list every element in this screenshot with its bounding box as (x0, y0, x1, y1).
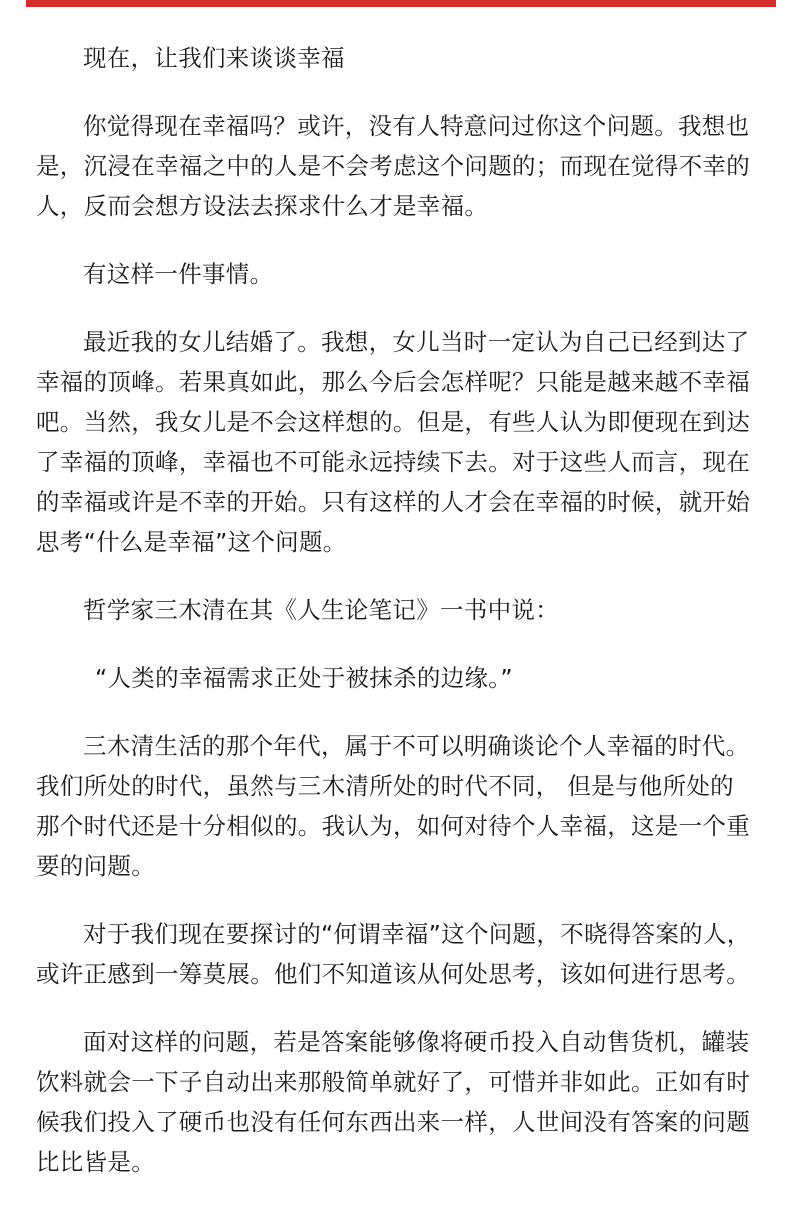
paragraph: 三木清生活的那个年代，属于不可以明确谈论个人幸福的时代。我们所处的时代，虽然与三木清所处的时代不同， 但是与他所处的那个时代还是十分相似的。我认为，如何对待个人幸福，这是一个重要的问题。 (36, 732, 750, 880)
article-body (36, 38, 756, 1210)
paragraph: 有这样一件事情。 (83, 260, 274, 288)
paragraph: 面对这样的问题，若是答案能够像将硬币投入自动售货机，罐装饮料就会一下子自动出来那般简单就好了，可惜并非如此。正如有时候我们投入了硬币也没有任何东西出来一样，人世间没有答案的问题比比皆是。 (36, 1028, 750, 1176)
quote-paragraph: “人类的幸福需求正处于被抹杀的边缘。” (95, 664, 513, 692)
paragraph: 哲学家三木清在其《人生论笔记》一书中说： (83, 596, 559, 624)
paragraph-heading: 现在，让我们来谈谈幸福 (83, 44, 345, 72)
paragraph: 最近我的女儿结婚了。我想，女儿当时一定认为自己已经到达了幸福的顶峰。若果真如此，那么今后会怎样呢？只能是越来越不幸福吧。当然，我女儿是不会这样想的。但是，有些人认为即便现在到达了幸福的顶峰，幸福也不可能永远持续下去。对于这些人而言，现在的幸福或许是不幸的开始。只有这样的人才会在幸福的时候，就开始思考“什么是幸福”这个问题。 (36, 328, 750, 556)
paragraph: 你觉得现在幸福吗？或许，没有人特意问过你这个问题。我想也是，沉浸在幸福之中的人是不会考虑这个问题的；而现在觉得不幸的人，反而会想方设法去探求什么才是幸福。 (36, 112, 750, 220)
paragraph: 对于我们现在要探讨的“何谓幸福”这个问题，不晓得答案的人，或许正感到一筹莫展。他们不知道该从何处思考，该如何进行思考。 (36, 920, 751, 988)
top-accent-bar (26, 0, 776, 7)
